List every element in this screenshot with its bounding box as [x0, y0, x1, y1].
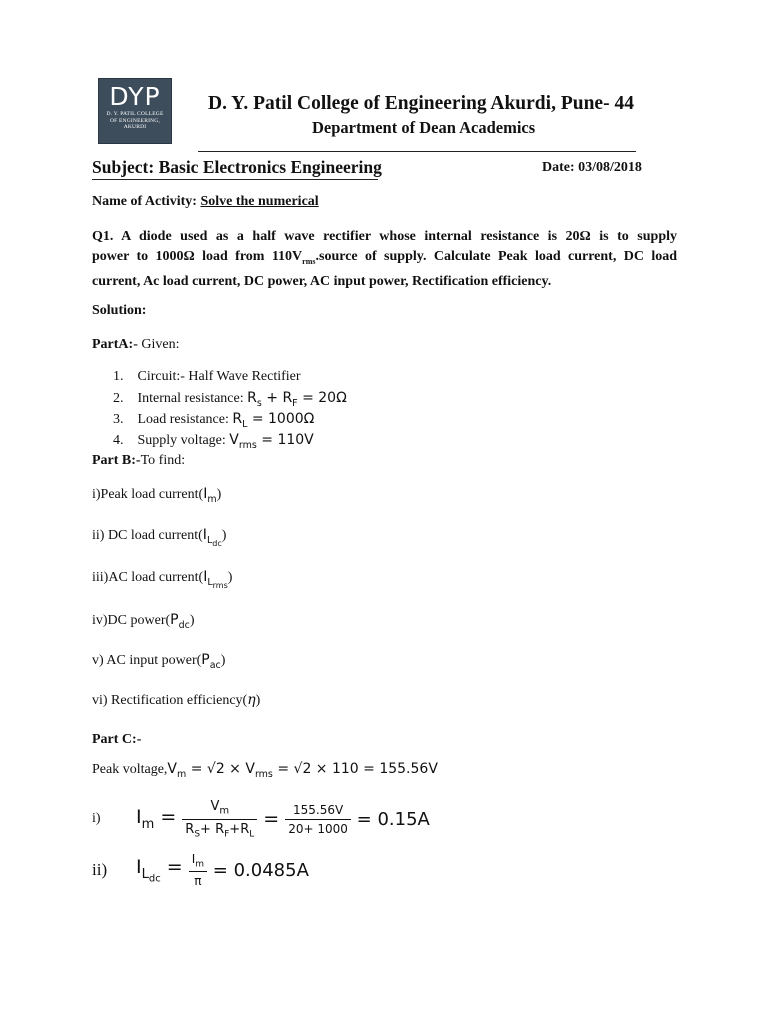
- eq-ii-fraction: $\frac{I_m}{\pi}$: [189, 852, 207, 888]
- question-line-2b: .source of supply. Calculate Peak load current, DC load: [315, 249, 678, 264]
- part-c-label: Part C:-: [92, 732, 142, 747]
- given-text: Circuit:- Half Wave Rectifier: [137, 369, 301, 384]
- equation-i: i) $I_m$ = $\frac{V_m}{R_S+ R_F+R_L}$ = $\frac{155.56V}{20+ 1000}$ = 0.15A: [92, 798, 430, 840]
- eq-i-result: = 0.15A: [356, 808, 430, 830]
- eq-ii-result: = 0.0485A: [212, 859, 309, 881]
- given-text: Load resistance:: [137, 412, 233, 427]
- question-rms-sub: rms: [302, 256, 316, 266]
- given-num: 1.: [113, 369, 124, 384]
- part-a-heading: [92, 337, 179, 353]
- find-item-6: vi) Rectification efficiency(η): [92, 692, 261, 708]
- question-block: [92, 227, 677, 292]
- eq-i-fraction-1: $\frac{V_m}{R_S+ R_F+R_L}$: [182, 799, 257, 839]
- given-num: 2.: [113, 391, 124, 406]
- part-b-text: To find:: [140, 453, 186, 468]
- question-line-2a: power to 1000Ω load from 110V: [92, 249, 303, 264]
- logo-sub-3: AKURDI: [123, 124, 147, 130]
- logo-mark: DYP: [109, 82, 161, 111]
- college-title: D. Y. Patil College of Engineering Akurdi, Pune- 44: [208, 93, 634, 114]
- eq-i-label: i): [92, 811, 101, 826]
- given-item-1: [113, 369, 301, 385]
- department-title: Department of Dean Academics: [312, 118, 536, 137]
- given-num: 3.: [113, 412, 124, 427]
- eq-ii-lhs: $I_{L_{dc}}$ =: [136, 855, 189, 885]
- part-a-label: PartA:-: [92, 337, 138, 352]
- subject-rule: [92, 179, 378, 180]
- question-line-2: [92, 247, 677, 272]
- part-b-label: Part B:-: [92, 453, 141, 468]
- question-line-1: Q1. A diode used as a half wave rectifier whose internal resistance is 20Ω is to supply: [92, 229, 677, 244]
- logo-sub-1: D. Y. PATIL COLLEGE: [106, 111, 164, 117]
- question-line-3: current, Ac load current, DC power, AC input power, Rectification efficiency.: [92, 273, 552, 289]
- date-line: Date: 03/08/2018: [542, 160, 642, 175]
- activity-value: Solve the numerical: [200, 194, 319, 209]
- activity-line: [92, 194, 319, 210]
- given-text: Internal resistance:: [137, 391, 248, 406]
- eq-i-lhs: $I_m$ =: [136, 806, 183, 832]
- activity-label: Name of Activity:: [92, 194, 197, 209]
- given-item-2: [113, 390, 347, 409]
- equation-ii: [92, 848, 309, 892]
- eq-ii-label: ii): [92, 860, 108, 879]
- given-item-4: [113, 432, 314, 451]
- given-math: $R_s + R_F = 20\Omega$: [247, 390, 347, 409]
- given-math: $R_L = 1000\Omega$: [232, 411, 315, 430]
- find-item-1: i)Peak load $current(I_m)$: [92, 486, 222, 505]
- logo-sub-2: OF ENGINEERING,: [109, 117, 161, 124]
- find-item-4: iv)DC $power(P_{dc})$: [92, 612, 195, 631]
- given-math: $V_{rms} = 110V$: [229, 432, 314, 451]
- given-num: 4.: [113, 433, 124, 448]
- find-item-2: ii) DC load $current(I_{L_{dc}})$: [92, 527, 227, 548]
- college-logo: [98, 78, 172, 144]
- solution-label: Solution:: [92, 303, 147, 318]
- given-item-3: [113, 411, 314, 430]
- header-rule: [198, 151, 636, 152]
- eq-i-fraction-2: $\frac{155.56V}{20+ 1000}$: [285, 803, 351, 836]
- part-a-text: Given:: [137, 337, 180, 352]
- find-item-5: v) AC input $power(P_{ac})$: [92, 652, 226, 671]
- part-b-heading: [92, 453, 185, 469]
- given-text: Supply voltage:: [137, 433, 230, 448]
- peak-voltage-line: Peak $voltage,V_m = √2 \times V_{rms} = √2 \times 110 = 155.56V$: [92, 761, 438, 780]
- find-item-3: iii)AC load $current(I_{L_{rms}})$: [92, 569, 233, 590]
- subject-line: Subject: Basic Electronics Engineering: [92, 157, 382, 177]
